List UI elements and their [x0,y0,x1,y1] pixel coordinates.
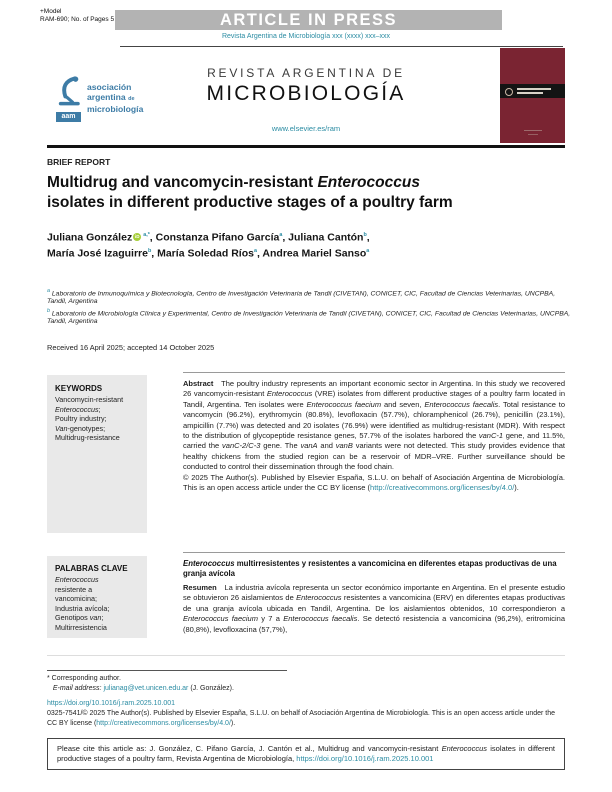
cover-text-line [517,92,543,94]
text-segment: a [279,232,283,238]
text-segment: y 7 a [257,614,284,624]
inline-link[interactable]: julianag@vet.unicen.edu.ar [103,684,189,692]
cover-decoration [528,134,538,136]
text-segment: (VRE) isolates from different productive stages of a poultry farm located in Tandil, Argentina. Ten isolates were [183,389,565,409]
palabras-clave-list [55,575,139,633]
text-segment: Enterococcus [55,404,99,414]
text-segment: vanA [300,441,318,451]
text-segment: variants were not detected. This study provides evidence that healthy chickens from the studied region can be a reservoir of MDR–VRE. Further surveillance should be conducted to control their dissemination through the food chain. [183,441,565,472]
text-segment: gene. The [260,441,301,451]
text-segment: ). [230,719,236,727]
text-segment: b [147,248,152,254]
text-segment: , Constanza Pifano García [149,231,280,244]
text-segment: b [47,307,50,314]
text-segment: vancomicina; [55,594,97,604]
text-segment: Vancomycin-resistant [55,395,124,404]
text-segment: (J. González). [188,684,234,692]
citation-box [47,738,565,770]
cover-emblem [505,88,513,96]
palabras-clave-box [47,556,147,638]
text-segment: , María Soledad Ríos [151,247,254,260]
text-segment: Enterococcus faecalis [283,614,358,624]
inline-link[interactable]: http://creativecommons.org/licenses/by/4.0/ [96,719,231,727]
keywords-title: KEYWORDS [55,384,103,393]
text-segment: E-mail address: [52,684,102,692]
text-segment: ). [514,483,519,493]
text-segment: Van [55,423,68,433]
cover-title-band [500,84,565,98]
text-segment: vanB [335,441,353,451]
text-segment: Please cite this article as: J. González, C. Pifano García, J. Cantón et al., Multidrug and vancomycin-resistant [57,744,442,753]
article-in-press-banner: ARTICLE IN PRESS [115,10,502,30]
journal-masthead [161,66,451,106]
text-segment: Industria avícola; [55,603,110,613]
text-segment: © 2025 The Author(s). Published by Elsevier España, S.L.U. on behalf of Asociación Argentina de Microbiología. This is an open access article under the CC BY license ( [183,472,565,493]
affiliations [47,287,575,326]
text-segment: vanC-2/C-3 [222,441,261,451]
text-segment: . Total resistance to vancomycin (96.2%), erythromycin (80.8%), levofloxacin (57.7%), chloramphenicol (26.7%), penicillin (23.1%), ampicillin (7.7%) was detected and 20 isolates (76.9%) were identified as multidrug-resistant (MDR). With respect to the distribution of glycopeptide resistance genes, 57.7% of the isolates harbored the [183,399,565,441]
text-segment: Enterococcus [55,575,99,584]
text-segment: Multidrug-resistance [55,433,120,443]
text-segment: Laboratorio de Inmunoquímica y Biotecnología, Centro de Investigación Veterinaria de Tandil (CIVETAN), CONICET, CIC, Facultad de Ciencias Veterinarias, UNCPBA, Tandil, Argentina [47,290,556,306]
text-segment: Enterococcus [441,744,488,753]
text-segment: Abstract [183,379,214,388]
resumen-divider [183,552,565,553]
text-segment: La industria avícola representa un sector económico importante en Argentina. En el presente estudio se obtuvieron 26 aislamientos de [183,583,565,603]
received-accepted-dates: Received 16 April 2025; accepted 14 October 2025 [47,343,215,352]
text-segment: a,* [143,232,150,238]
text-segment: isolates in different productive stages of a poultry farm [47,193,453,211]
text-segment: resistentes a vancomicina (ERV) en diferentes etapas productivas de una granja avícola ubicada en Tandil, Argentina. De los aislamientos obtenidos, 10 correspondieron a [183,593,565,613]
keywords-list [55,395,139,443]
text-segment: 0325-7541/© 2025 The Author(s). Published by Elsevier España, S.L.U. on behalf of Asociación Argentina de Microbiología. This is an open access article under the CC BY license ( [47,710,556,727]
text-segment: ; [101,613,104,623]
inline-link[interactable]: https://doi.org/10.1016/j.ram.2025.10.001 [296,754,434,763]
text-segment: Juliana González [47,231,133,244]
journal-name-main: MICROBIOLOGÍA [206,82,406,105]
aam-abbreviation: aam [56,112,81,122]
journal-reference-link[interactable]: Revista Argentina de Microbiología xxx (xxxx) xxx–xxx [221,33,391,40]
text-segment: gene, and 11.5%, carried the [183,431,566,451]
issn-copyright-line [47,709,565,728]
masthead-divider [47,145,565,148]
author-list [47,229,572,261]
text-segment: Enterococcus faecalis [424,399,499,409]
spanish-title [183,559,565,579]
text-segment: Resumen [183,583,217,592]
text-segment: Laboratorio de Microbiología Clínica y Experimental, Centro de Investigación Veterinaria de Tandil (CIVETAN), CONICET, CIC, Facultad de Ciencias Veterinarias, UNCPBA, Tandil, Argentina [47,309,571,326]
inline-link[interactable]: http://creativecommons.org/licenses/by/4.0/ [370,483,515,493]
text-segment: . Se detectó resistencia a vancomicina (96,2%), eritromicina (80,8%), levofloxacina (57,7%), [183,614,565,634]
cover-decoration [524,130,542,132]
text-segment: , Andrea Mariel Sanso [256,247,367,260]
text-segment: multirresistentes y resistentes a vancomicina en diferentes etapas productivas de una granja avícola [183,559,557,578]
text-segment: ; [98,404,101,414]
text-segment: a [366,248,370,254]
microscope-icon [56,76,81,111]
abstract-text [183,379,565,493]
text-segment: and [317,441,336,451]
cover-text-line [517,88,551,90]
palabras-clave-title: PALABRAS CLAVE [55,564,128,573]
text-segment: Multidrug and vancomycin-resistant [47,174,318,191]
keywords-box [47,375,147,533]
text-segment: Enterococcus [296,593,342,603]
body-footnote-divider [47,655,565,656]
section-label: BRIEF REPORT [47,157,111,167]
model-line: +Model [40,8,62,15]
text-segment: a [253,248,257,254]
aam-logo-text: asociación argentina de microbiología [87,82,144,114]
text-segment: María José Izaguirre [47,247,148,260]
text-segment: , Juliana Cantón [282,231,364,244]
text-segment: vanC-1 [478,431,504,441]
text-segment: * Corresponding author. [47,675,121,682]
text-segment: van [89,613,102,623]
model-info [40,8,114,24]
text-segment: b [363,232,367,238]
resumen-text [183,583,565,635]
text-segment: Enterococcus [183,559,235,568]
doi-link[interactable]: https://doi.org/10.1016/j.ram.2025.10.001 [47,700,176,707]
text-segment: isolates in different productive stages of a poultry farm, Revista Argentina de Microbiología, [57,744,555,763]
abstract-divider [183,372,565,373]
orcid-icon: iD [134,233,140,239]
text-segment: Poultry industry; [55,414,107,424]
text-segment: Enterococcus [266,389,313,399]
text-segment: -genotypes; [67,423,106,433]
manuscript-number: RAM-690; No. of Pages 5 [40,16,115,23]
text-segment: resistente a [55,584,93,594]
text-segment: Enterococcus faecium [183,614,258,624]
journal-cover-thumbnail [500,48,565,143]
text-segment: , [366,231,370,244]
footnote-rule [47,670,287,671]
header-divider [120,46,563,47]
journal-url-link[interactable]: www.elsevier.es/ram [271,124,341,133]
article-title [47,173,572,212]
text-segment: The poultry industry represents an important economic sector in Argentina. In this study we recovered 26 vancomycin-resistant [183,379,565,399]
aam-logo [55,76,143,122]
text-segment: Enterococcus faecium [306,399,382,409]
corresponding-author-footnote [47,674,477,693]
text-segment: a [47,288,50,294]
text-segment: Genotipos [55,613,90,623]
text-segment: Enterococcus [317,174,420,191]
journal-name-top: REVISTA ARGENTINA DE [207,66,405,80]
text-segment: Multirresistencia [55,622,107,632]
text-segment: and seven, [381,399,425,409]
